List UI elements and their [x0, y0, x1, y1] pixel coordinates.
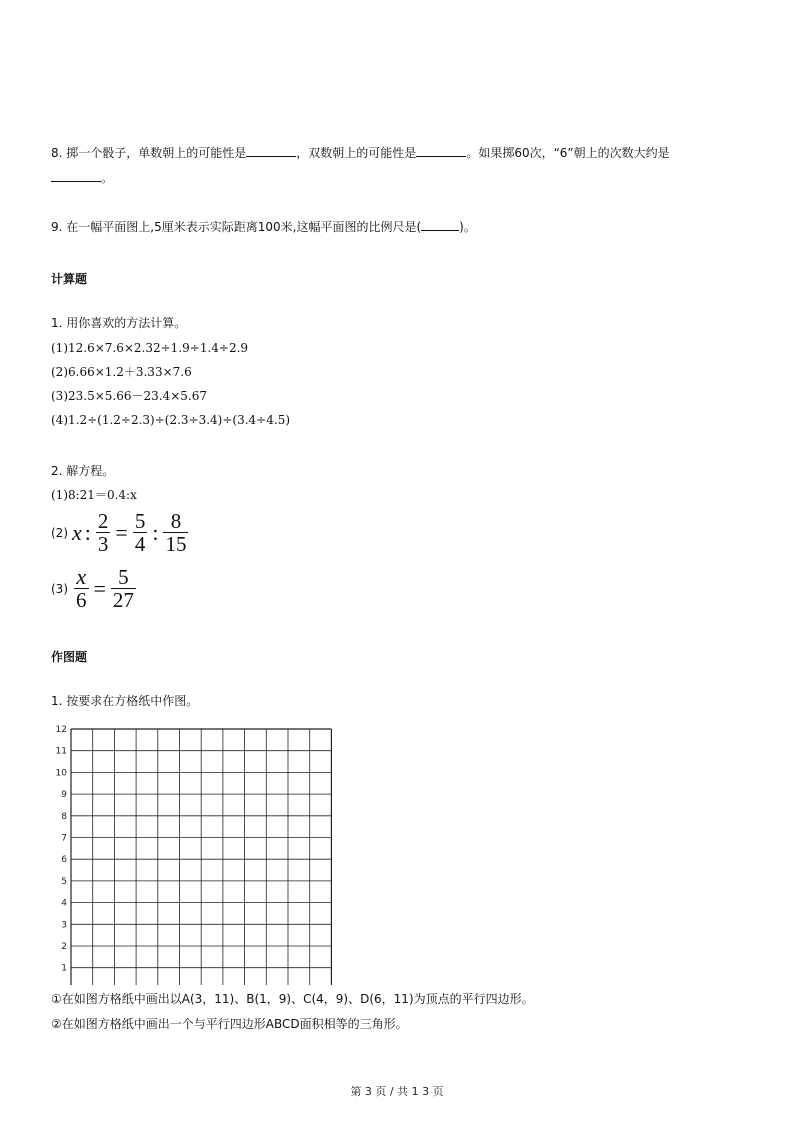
question-8: [51, 143, 670, 162]
y-tick-label: 12: [55, 725, 67, 735]
y-tick-label: 11: [55, 746, 67, 757]
denominator: 3: [97, 532, 109, 556]
q8-text-3: 。如果掷60次，“6”朝上的次数大约是: [466, 146, 670, 160]
y-tick-label: 7: [61, 833, 67, 844]
q8-text-2: ，双数朝上的可能性是: [296, 146, 417, 160]
draw-task-1: ①在如图方格纸中画出以A(3，11)、B(1，9)、C(4，9)、D(6，11)为顶点的平行四边形。: [51, 992, 534, 1006]
y-tick-label: 10: [55, 768, 67, 779]
q8-text-1: 掷一个骰子，单数朝上的可能性是: [66, 146, 247, 160]
numerator: 8: [170, 509, 182, 533]
calc-question-1-title: 1. 用你喜欢的方法计算。: [51, 316, 187, 330]
y-tick-label: 6: [61, 855, 67, 866]
equation-3-label: (3): [51, 581, 68, 596]
fraction-2-3: [96, 510, 111, 555]
calc-item-4: (4)1.2÷(1.2÷2.3)÷(2.3÷3.4)÷(3.4÷4.5): [51, 413, 291, 427]
calc-item-1: (1)12.6×7.6×2.32÷1.9÷1.4÷2.9: [51, 341, 249, 355]
section-title-calculation: 计算题: [51, 272, 88, 286]
denominator: 15: [165, 532, 187, 556]
y-tick-label: 4: [61, 898, 67, 909]
equation-1: (1)8:21＝0.4:x: [51, 488, 137, 502]
equation-2-label: (2): [51, 525, 68, 540]
page-footer: 第 3 页 / 共 1 3 页: [350, 1085, 444, 1098]
fraction-x-6: [74, 566, 89, 611]
fraction-5-4: [133, 510, 148, 555]
denominator: 4: [134, 532, 146, 556]
y-tick-label: 9: [61, 790, 67, 801]
y-tick-label: 8: [61, 811, 67, 822]
y-tick-label: 3: [61, 920, 67, 931]
q9-end: )。: [459, 220, 476, 234]
answer-blank: [416, 143, 466, 157]
q9-text: 在一幅平面图上,5厘米表示实际距离100米,这幅平面图的比例尺是(: [66, 220, 422, 234]
calc-item-2: (2)6.66×1.2＋3.33×7.6: [51, 365, 192, 379]
equation-2-variable: x: [72, 519, 82, 545]
numerator: 5: [134, 509, 146, 533]
denominator: 6: [76, 588, 87, 612]
question-9: [51, 217, 476, 236]
colon-symbol: :: [84, 519, 91, 545]
q8-end: 。: [101, 171, 114, 185]
equals-symbol: =: [115, 519, 128, 545]
equals-symbol: =: [93, 575, 106, 601]
calc-question-2-title: 2. 解方程。: [51, 464, 115, 478]
y-tick-label: 2: [61, 942, 67, 952]
answer-blank: [421, 217, 459, 231]
q8-number: 8.: [51, 146, 63, 160]
equation-3: [51, 566, 138, 611]
question-8-continued: [51, 168, 113, 187]
draw-task-2: ②在如图方格纸中画出一个与平行四边形ABCD面积相等的三角形。: [51, 1017, 408, 1031]
numerator: 5: [118, 565, 129, 589]
numerator: x: [76, 564, 87, 589]
equation-2: [51, 510, 190, 555]
numerator: 2: [97, 509, 109, 533]
y-tick-label: 5: [61, 876, 67, 887]
section-title-drawing: 作图题: [51, 650, 88, 664]
draw-question-1-title: 1. 按要求在方格纸中作图。: [51, 694, 199, 708]
answer-blank: [246, 143, 296, 157]
y-tick-label: 1: [61, 963, 67, 974]
answer-blank: [51, 168, 101, 182]
grid-paper[interactable]: [50, 720, 350, 985]
denominator: 27: [112, 588, 134, 612]
q9-number: 9.: [51, 220, 63, 234]
colon-symbol: :: [152, 519, 159, 545]
fraction-8-15: [163, 510, 188, 555]
fraction-5-27: [111, 566, 136, 611]
calc-item-3: (3)23.5×5.66－23.4×5.67: [51, 389, 207, 403]
